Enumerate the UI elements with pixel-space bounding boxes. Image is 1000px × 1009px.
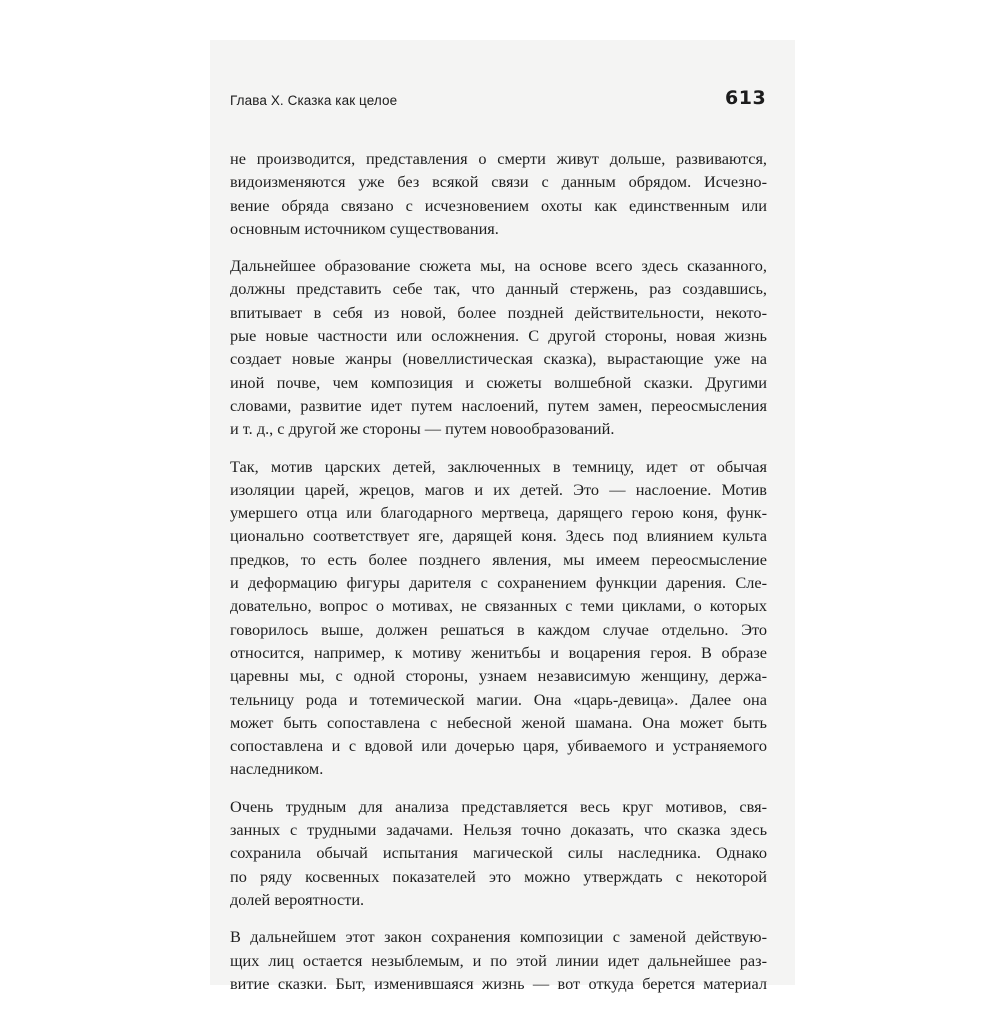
text-line: рые новые частности или осложнения. С другой стороны, новая жизнь [230,326,767,346]
text-line: видоизменяются уже без всякой связи с данным обрядом. Исчезно- [230,172,767,192]
text-line: должны представить себе так, что данный стержень, раз создавшись, [230,279,767,299]
text-line: Очень трудным для анализа представляется весь круг мотивов, свя- [230,796,767,816]
paragraph [230,455,767,781]
text-line: и т. д., с другой же стороны — путем новообразований. [230,419,615,439]
text-line: наследником. [230,759,324,779]
text-line: щих лиц остается незыблемым, и по этой линии идет дальнейшее раз- [230,950,767,970]
text-line: В дальнейшем этот закон сохранения композиции с заменой действую- [230,927,767,947]
text-line: сохранила обычай испытания магической силы наследника. Однако [230,843,767,863]
text-line: Так, мотив царских детей, заключенных в темницу, идет от обычая [230,456,767,476]
text-line: умершего отца или благодарного мертвеца, дарящего герою коня, функ- [230,503,767,523]
paragraph [230,925,767,995]
text-line: тельницу рода и тотемической магии. Она «царь-девица». Далее она [230,689,767,709]
text-line: занных с трудными задачами. Нельзя точно доказать, что сказка здесь [230,820,767,840]
paragraph [230,795,767,911]
text-line: говорилось выше, должен решаться в каждом случае отдельно. Это [230,619,767,639]
text-line: царевны мы, с одной стороны, узнаем независимую женщину, держа- [230,666,767,686]
text-line: относится, например, к мотиву женитьбы и воцарения героя. В образе [230,642,767,662]
text-line: Дальнейшее образование сюжета мы, на основе всего здесь сказанного, [230,256,767,276]
text-line: не производится, представления о смерти живут дольше, развиваются, [230,149,767,168]
text-line: впитывает в себя из новой, более поздней действительности, некото- [230,302,767,322]
running-title: Глава X. Сказка как целое [230,93,398,108]
paragraph [230,254,767,440]
text-line: основным источником существования. [230,218,499,238]
paragraph [230,147,767,240]
text-line: вение обряда связано с исчезновением охоты как единственным или [230,195,767,215]
text-line: словами, развитие идет путем наслоений, путем замен, переосмысления [230,395,767,415]
text-line: довательно, вопрос о мотивах, не связанных с теми циклами, о которых [230,596,767,616]
text-line: может быть сопоставлена с небесной женой шамана. Она может быть [230,712,767,732]
text-line: витие сказки. Быт, изменившаяся жизнь — вот откуда берется материал [230,973,767,993]
text-line: сопоставлена и с вдовой или дочерью царя, убиваемого и устраняемого [230,736,767,756]
text-line: по ряду косвенных показателей это можно утверждать с некоторой [230,866,767,886]
body-text [230,147,767,1009]
text-line: создает новые жанры (новеллистическая сказка), вырастающие уже на [230,349,767,369]
page-number: 613 [725,87,767,109]
text-line: ционально соответствует яге, дарящей коня. Здесь под влиянием культа [230,526,767,546]
text-line: долей вероятности. [230,889,365,909]
text-line: иной почве, чем композиция и сюжеты волшебной сказки. Другими [230,372,767,392]
text-line: предков, то есть более позднего явления, мы имеем переосмысление [230,549,767,569]
text-line: и деформацию фигуры дарителя с сохранением функции дарения. Сле- [230,573,767,593]
text-line: изоляции царей, жрецов, магов и их детей. Это — наслоение. Мотив [230,479,767,499]
